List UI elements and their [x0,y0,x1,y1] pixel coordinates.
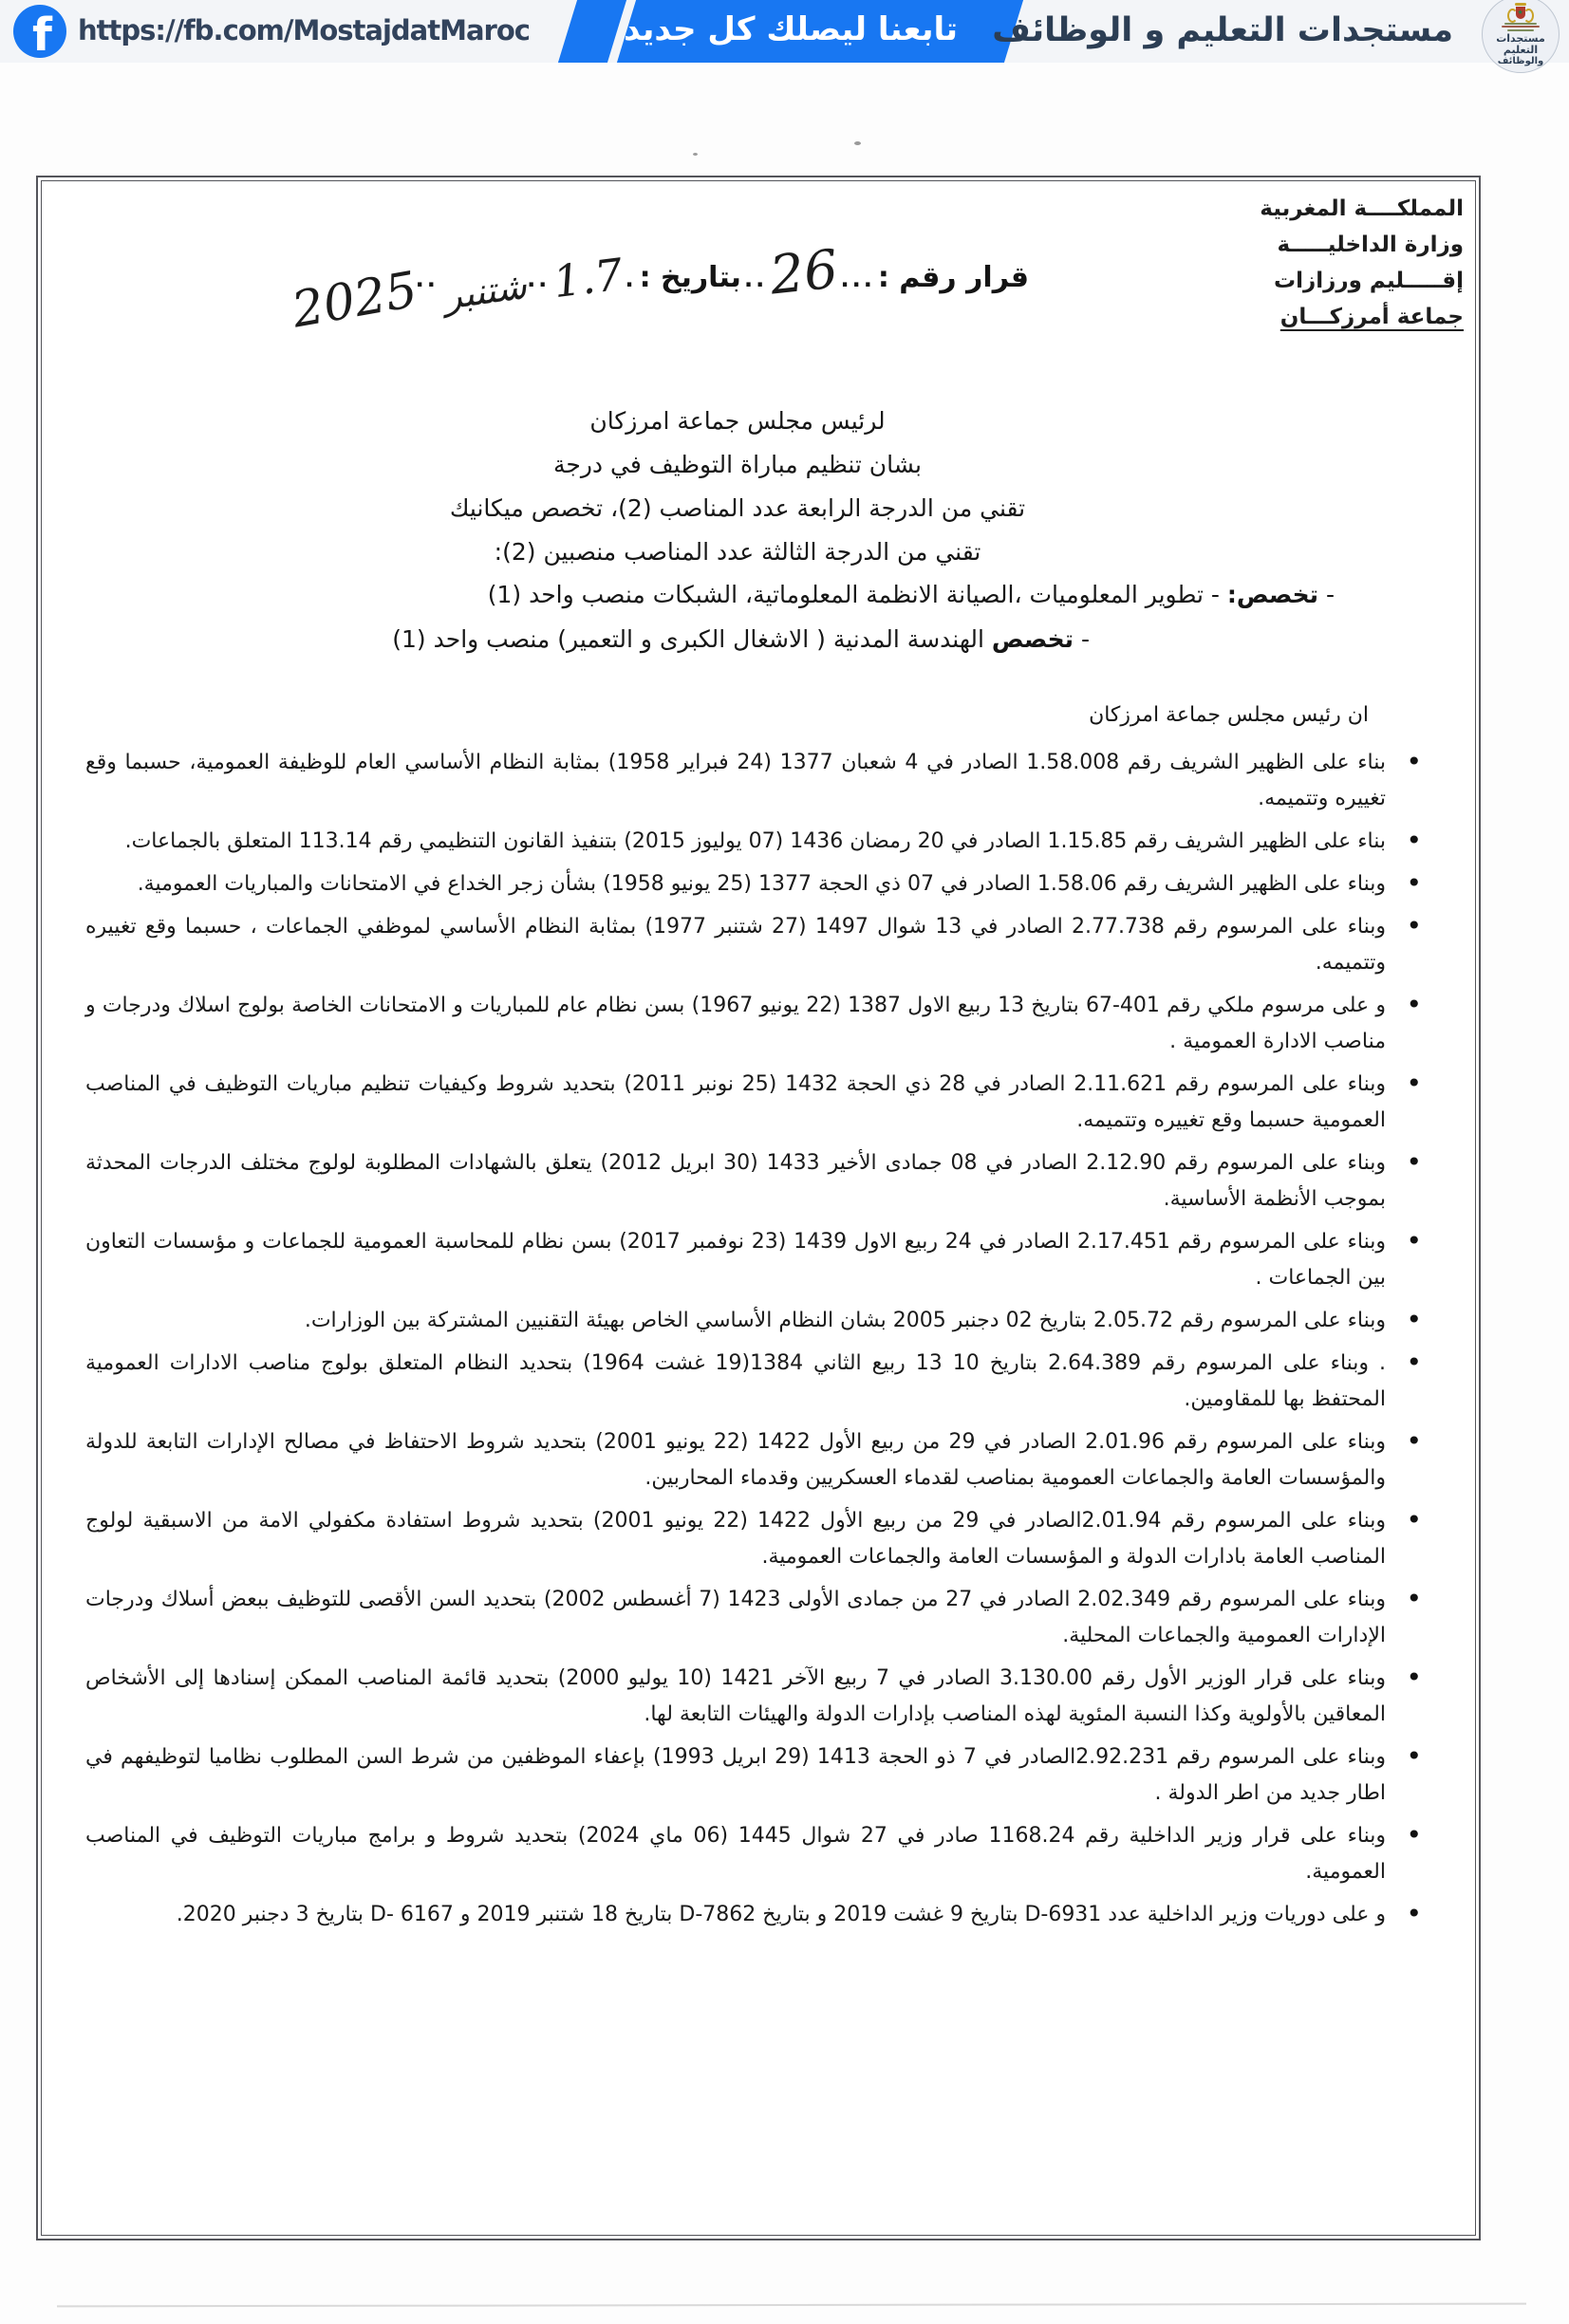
dotted-leader: ... [840,266,875,292]
facebook-url[interactable]: https://fb.com/MostajdatMaroc [78,14,530,46]
citation-item: • وبناء على المرسوم رقم 2.92.231الصادر في 7 ذو الحجة 1413 (29 ابريل 1993) بإعفاء الموظفين من شرط السن المطلوب نظاميا لتوظيفهم في اطار جديد من اطر الدولة . [85,1739,1426,1812]
scan-edge-line [57,2303,1526,2308]
preamble-line: ان رئيس مجلس جماعة امرزكان [1089,703,1369,727]
citation-item: • و على دوريات وزير الداخلية عدد D-6931 بتاريخ 9 غشت 2019 و بتاريخ D-7862 بتاريخ 18 شتنبر 2019 و D- 6167 بتاريخ 3 دجنبر 2020. [85,1897,1426,1933]
subject-line: بشان تنظيم مباراة التوظيف في درجة [552,451,923,478]
citation-item: • وبناء على المرسوم رقم 2.77.738 الصادر في 13 شوال 1497 (27 شتنبر 1977) بمثابة النظام الأساسي لموظفي الجماعات ، حسبما وقع تغييره وتتميمه. [85,909,1426,981]
brand-title: مستجدات التعليم و الوظائف [992,11,1453,49]
dash: - [1325,581,1335,608]
citation-item: • وبناء على المرسوم رقم 2.12.90 الصادر في 08 جمادى الأخير 1433 (30 ابريل 2012) يتعلق بالشهادات المطلوبة لولوج مختلف الدرجات المحدثة بموجب الأنظمة الأساسية. [85,1145,1426,1218]
facebook-icon: f [13,5,66,58]
letterhead-line: المملكــــة المغربية [1260,196,1464,221]
scan-speck [854,141,861,145]
citation-item: • وبناء على المرسوم رقم 2.01.96 الصادر في 29 من ربيع الأول 1422 (22 يونيو 2001) بتحديد شروط الاحتفاظ في مصالح الإدارات التابعة للدولة والمؤسسات العامة والجماعات العمومية بمناصب لقدماء العسكريين وقدماء المحاربين. [85,1424,1426,1497]
moroccan-coat-of-arms-icon [1506,7,1535,21]
specialty-keyword: تخصص [991,625,1074,653]
handwritten-month: شتنبر [440,264,530,318]
handwritten-year: 2025 [288,261,422,340]
citation-item: • وبناء على قرار الوزير الأول رقم 3.130.00 الصادر في 7 ربيع الآخر 1421 (10 يوليو 2000) بتحديد قائمة المناصب الممكن إسنادها إلى الأشخاص المعاقين بالأولوية وكذا النسبة المئوية لهذه المناصب بإدارات الدولة والهيئات التابعة لها. [85,1661,1426,1733]
decree-number-label: قرار رقم : [877,261,1029,294]
badge-microtext [1502,26,1540,28]
badge-microtext [1504,23,1537,25]
subject-line: تقني من الدرجة الثالثة عدد المناصب منصبين (2): [494,538,981,566]
citation-item: • وبناء على المرسوم رقم 2.05.72 بتاريخ 02 دجنبر 2005 بشان النظام الأساسي الخاص بهيئة التقنيين المشتركة بين الوزارات. [85,1303,1426,1339]
subject-line: تقني من الدرجة الرابعة عدد المناصب (2)، تخصص ميكانيك [449,494,1026,522]
decree-date-label: بتاريخ : [639,261,741,294]
specialties-block [392,572,1335,661]
specialty-line-2 [392,617,1090,661]
handwritten-decree-number: 26 [767,238,842,307]
dotted-leader: . [625,266,637,292]
citation-item: • وبناء على المرسوم رقم 2.01.94الصادر في 29 من ربيع الأول 1422 (22 يونيو 2001) بتحديد شروط استفادة مكفولي الامة من الاسبقية لولوج المناصب العامة بادارات الدولة و المؤسسات العامة والجماعات العمومية. [85,1503,1426,1575]
citation-item: • بناء على الظهير الشريف رقم 1.15.85 الصادر في 20 رمضان 1436 (07 يوليوز 2015) بتنفيذ القانون التنظيمي رقم 113.14 المتعلق بالجماعات. [85,824,1426,860]
citation-item: • وبناء على المرسوم رقم 2.02.349 الصادر في 27 من جمادى الأولى 1423 (7 أغسطس 2002) بتحديد السن الأقصى للتوظيف ببعض أسلاك ودرجات الإدارات العمومية والجماعات المحلية. [85,1582,1426,1654]
citation-item: • وبناء على المرسوم رقم 2.17.451 الصادر في 24 ربيع الاول 1439 (23 نوفمبر 2017) بسن نظام للمحاسبة العمومية للجماعات و مؤسسات التعاون بين الجماعات . [85,1224,1426,1296]
handwritten-day: 1.7 [551,248,626,308]
badge-title-line1: مستجدات التعليم [1496,31,1545,56]
scan-speck [693,153,698,156]
legal-citations-list [85,745,1426,1940]
decree-subject-block [42,400,1433,574]
specialty-line-1 [392,572,1335,617]
scanned-document-area [0,63,1569,2324]
citation-item: • بناء على الظهير الشريف رقم 1.58.008 الصادر في 4 شعبان 1377 (24 فبراير 1958) بمثابة النظام الأساسي العام للوظيفة العمومية، حسبما وقع تغييره وتتميمه. [85,745,1426,817]
decree-number-line [287,238,1029,340]
dotted-leader: .. [743,266,768,292]
dash: - [1080,625,1090,653]
crown-icon [1515,3,1526,6]
specialty-text: الهندسة المدنية ( الاشغال الكبرى و التعمير) منصب واحد (1) [392,625,992,653]
badge-title-line2: والوظائف [1497,55,1544,66]
citation-item: • وبناء على الظهير الشريف رقم 1.58.06 الصادر في 07 ذي الحجة 1377 (25 يونيو 1958) بشأن زجر الخداع في الامتحانات والمباريات العمومية. [85,866,1426,902]
subject-line: لرئيس مجلس جماعة امرزكان [589,407,886,435]
dotted-leader: .. [527,266,551,292]
citation-item: • . وبناء على المرسوم رقم 2.64.389 بتاريخ 10 13 ربيع الثاني 1384(19 غشت 1964) بتحديد النظام المتعلق بولوج مناصب الادارات العمومية المحتفظ بها للمقاومين. [85,1346,1426,1418]
letterhead-line: جماعة أمرزكـــان [1279,305,1464,329]
letterhead-line: إقـــــليم ورزازات [1274,269,1464,293]
letterhead [1260,191,1464,335]
follow-band-text: تابعنا ليصلك كل جديد [623,10,958,48]
document-page-border [36,176,1481,2240]
citation-item: • وبناء على المرسوم رقم 2.11.621 الصادر في 28 ذي الحجة 1432 (25 نونبر 2011) بتحديد شروط وكيفيات تنظيم مباريات التوظيف في المناصب العمومية حسبما وقع تغييره وتتميمه. [85,1067,1426,1139]
document-page [41,180,1476,2236]
specialty-text: - تطوير المعلوميات ،الصيانة الانظمة المعلوماتية، الشبكات منصب واحد (1) [487,581,1227,608]
badge-microtext [1507,29,1534,31]
citation-item: • وبناء على قرار وزير الداخلية رقم 1168.24 صادر في 27 شوال 1445 (06 ماي 2024) بتحديد شروط و برامج مباريات التوظيف في المناصب العمومية. [85,1818,1426,1890]
specialty-keyword: تخصص: [1226,581,1319,608]
citation-item: • و على مرسوم ملكي رقم 401-67 بتاريخ 13 ربيع الاول 1387 (22 يونيو 1967) بسن نظام عام للمباريات و الامتحانات الخاصة بولوج اسلاك ودرجات و مناصب الادارة العمومية . [85,988,1426,1060]
letterhead-line: وزارة الداخليـــــة [1277,232,1464,257]
facebook-banner [0,0,1569,64]
dotted-leader: .. [415,266,439,292]
